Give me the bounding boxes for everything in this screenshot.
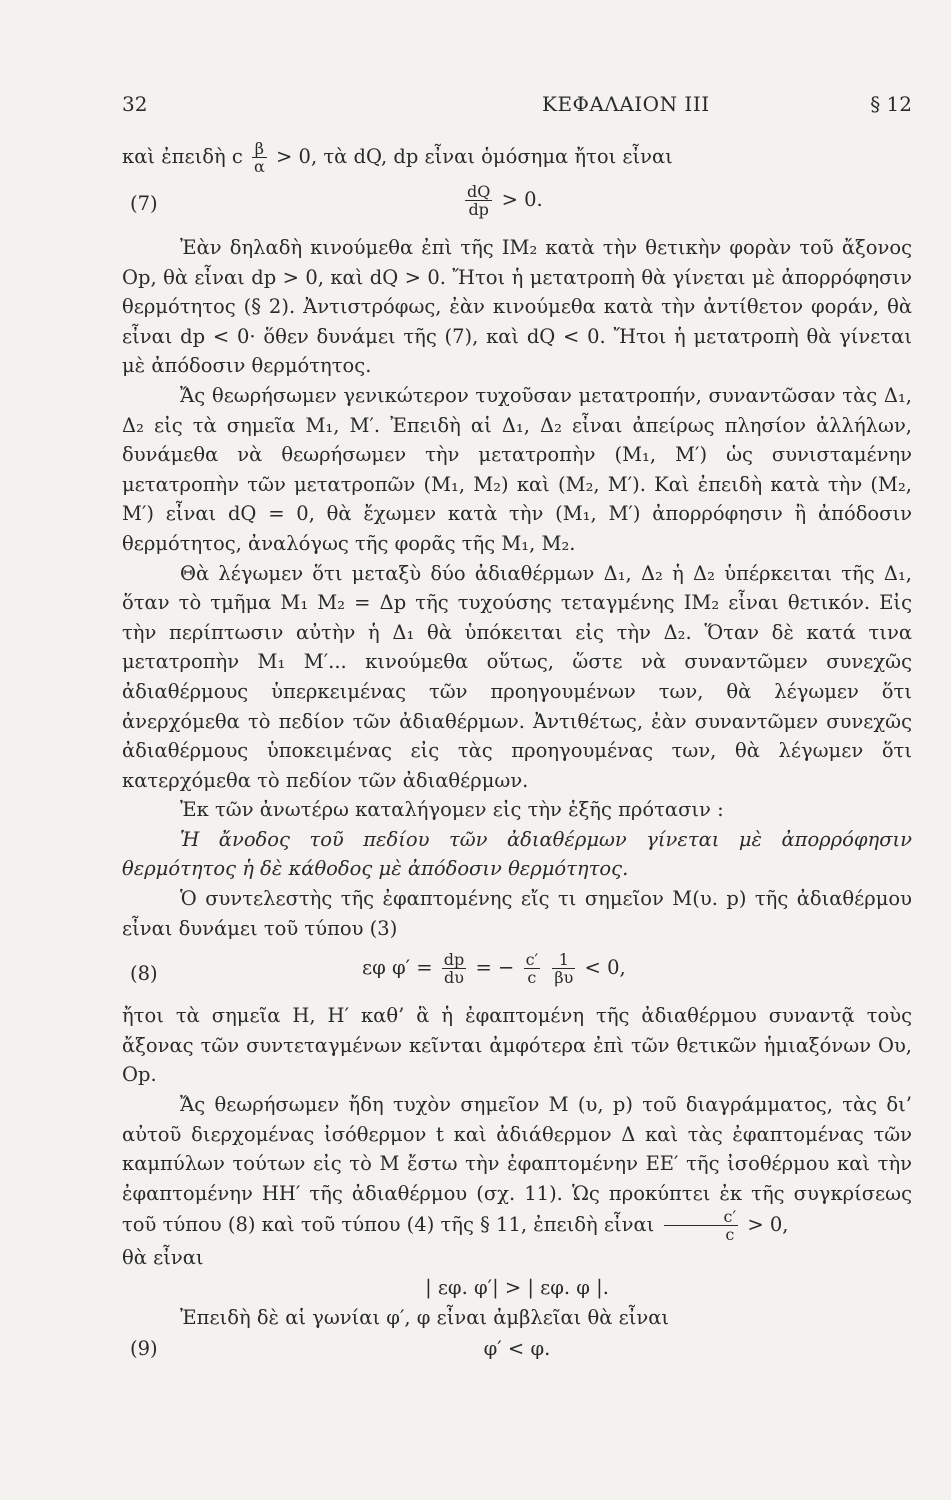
text-span: καὶ ἐπειδὴ c (122, 145, 243, 168)
frac-denominator: dυ (444, 968, 464, 988)
paragraph-8-end: θὰ εἶναι (122, 1246, 204, 1270)
equation-8 (122, 945, 912, 997)
equation-body: φ′ < φ. (483, 1337, 551, 1361)
paragraph-3: Θὰ λέγωμεν ὅτι μεταξὺ δύο ἀδιαθέρμων Δ₁, Δ₂ ἡ Δ₂ ὑπέρκειται τῆς Δ₁, ὅταν τὸ τμῆμα M₁ M₂ = Δp τῆς τυχούσης τεταγμένης IM₂ εἶναι θετικόν. Εἰς τὴν περίπτωσιν αὐτὴν ἡ Δ₁ θὰ ὑπόκειται εἰς τὴν Δ₂. Ὅταν δὲ κατά τινα μετατροπὴν M₁ M′... κινούμεθα οὕτως, ὥστε νὰ συναντῶμεν συνεχῶς ἀδιαθέρμους ὑπερκειμένας τῶν προηγουμένων των, θὰ λέγωμεν ὅτι ἀνερχόμεθα τὸ πεδίον τῶν ἀδιαθέρμων. Ἀντιθέτως, ἐὰν συναντῶμεν συνεχῶς ἀδιαθέρμους ὑποκειμένας εἰς τὰς προηγουμένας των, θὰ λέγωμεν ὅτι κατερχόμεθα τὸ πεδίον τῶν ἀδιαθέρμων. (122, 561, 912, 792)
frac-numerator: β (252, 140, 267, 158)
frac-numerator: c′ (525, 950, 539, 970)
paragraph-4: Ἐκ τῶν ἀνωτέρω καταλήγομεν εἰς τὴν ἑξῆς πρότασιν : (180, 798, 724, 822)
text-span: εφ φ′ = (362, 956, 433, 980)
frac-numerator: dp (443, 950, 465, 970)
fraction-beta-alpha (252, 140, 267, 175)
paragraph-7: ἤτοι τὰ σημεῖα H, H′ καθ’ ἃ ἡ ἐφαπτομένη τῆς ἀδιαθέρμου συναντᾷ τοὺς ἄξονας τῶν συντεταγμένων κεῖνται ἀμφότερα ἐπὶ τῶν θετικῶν ἡμιαξόνων Oυ, Op. (122, 1004, 912, 1087)
frac-numerator: dQ (467, 182, 491, 201)
frac-denominator: α (253, 157, 265, 176)
equation-number: (7) (130, 192, 158, 215)
frac-denominator: c (527, 968, 537, 988)
text-span: > 0, (747, 1213, 789, 1237)
paragraph-2: Ἄς θεωρήσωμεν γενικώτερον τυχοῦσαν μετατροπήν, συναντῶσαν τὰς Δ₁, Δ₂ εἰς τὰ σημεῖα M₁, M′. Ἐπειδὴ αἱ Δ₁, Δ₂ εἶναι ἀπείρως πλησίον ἀλλήλων, δυνάμεθα νὰ θεωρήσωμεν τὴν μετατροπὴν (M₁, M′) ὡς συνισταμένην μετατροπὴν τῶν μετατροπῶν (M₁, M₂) καὶ (M₂, M′). Καὶ ἐπειδὴ κατὰ τὴν (M₂, M′) εἶναι dQ = 0, θὰ ἔχωμεν κατὰ τὴν (M₁, M′) ἀπορρόφησιν ἢ ἀπόδοσιν θερμότητος, ἀναλόγως τῆς φορᾶς τῆς M₁, M₂. (122, 383, 912, 555)
inequality: | εφ. φ′| > | εφ. φ |. (425, 1276, 609, 1299)
section-number: § 12 (870, 92, 912, 116)
frac-denominator: c (725, 1225, 735, 1245)
fraction-dp-dv (442, 951, 466, 986)
paragraph-9: Ἐπειδὴ δὲ αἱ γωνίαι φ′, φ εἶναι ἀμβλεῖαι θὰ εἶναι (180, 1305, 670, 1329)
text-span: > 0. (501, 188, 543, 211)
paragraph-1: Ἐὰν δηλαδὴ κινούμεθα ἐπὶ τῆς IM₂ κατὰ τὴν θετικὴν φορὰν τοῦ ἄξονος Op, θὰ εἶναι dp > 0, καὶ dQ > 0. Ἤτοι ἡ μετατροπὴ θὰ γίνεται μὲ ἀπορρόφησιν θερμότητος (§ 2). Ἀντιστρόφως, ἐὰν κινούμεθα κατὰ τὴν ἀντίθετον φοράν, θὰ εἶναι dp < 0· ὅθεν δυνάμει τῆς (7), καὶ dQ < 0. Ἤτοι ἡ μετατροπὴ θὰ γίνεται μὲ ἀπόδοσιν θερμότητος. (122, 236, 912, 378)
fraction-c-prime-c (524, 951, 541, 986)
text-span: < 0, (584, 956, 626, 980)
fraction-one-beta-v (552, 951, 575, 986)
paragraph-8 (122, 1090, 912, 1243)
text-span: > 0, τὰ dQ, dp εἶναι ὁμόσημα ἤτοι εἶναι (276, 145, 673, 168)
line-intro (122, 140, 912, 175)
page-body (122, 140, 912, 1366)
chapter-title: ΚΕΦΑΛΑΙΟΝ III (542, 92, 710, 116)
page-header (122, 92, 912, 122)
equation-7 (122, 177, 912, 229)
equation-number: (8) (130, 962, 158, 986)
frac-numerator: 1 (552, 951, 575, 969)
paragraph-6: Ὁ συντελεστὴς τῆς ἐφαπτομένης εἴς τι σημεῖον M(υ. p) τῆς ἀδιαθέρμου εἶναι δυνάμει τοῦ τύπου (3) (122, 887, 912, 940)
frac-denominator: βυ (554, 968, 574, 988)
fraction-c-prime-c-inline (664, 1208, 739, 1243)
fraction-dq-dp (465, 183, 492, 218)
page-number: 32 (122, 92, 148, 116)
text-span: Ἄς θεωρήσωμεν ἤδη τυχὸν σημεῖον M (υ, p) τοῦ διαγράμματος, τὰς δι’ αὐτοῦ διερχομένας ἰσόθερμον t καὶ ἀδιάθερμον Δ καὶ τὰς ἐφαπτομένας τῶν καμπύλων τούτων εἰς τὸ M ἔστω τὴν ἐφαπτομένην EE′ τῆς ἰσοθέρμου καὶ τὴν ἐφαπτομένην HH′ τῆς ἀδιαθέρμου (σχ. 11). Ὡς προκύπτει ἐκ τῆς συγκρίσεως τοῦ τύπου (8) καὶ τοῦ τύπου (4) τῆς § 11, ἐπειδὴ εἶναι (122, 1093, 912, 1237)
text-span: = − (475, 956, 515, 980)
frac-numerator: c′ (664, 1208, 739, 1226)
equation-number: (9) (130, 1337, 158, 1361)
frac-denominator: dp (468, 200, 489, 219)
equation-9 (122, 1332, 912, 1366)
theorem-statement: Ἡ ἄνοδος τοῦ πεδίου τῶν ἀδιαθέρμων γίνεται μὲ ἀπορρόφησιν θερμότητος ἡ δὲ κάθοδος μὲ ἀπόδοσιν θερμότητος. (122, 827, 912, 881)
